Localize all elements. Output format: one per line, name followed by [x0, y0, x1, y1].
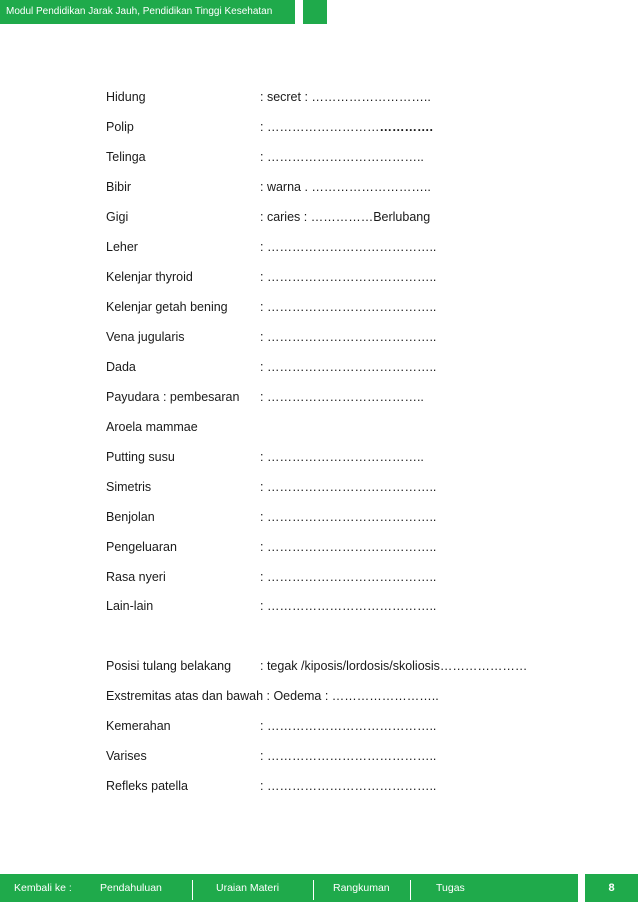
- form-value: : ………………………………….: [260, 120, 433, 134]
- page-number: 8: [608, 882, 615, 894]
- form-label: Aroela mammae: [106, 420, 198, 434]
- form-value: : ………………………………..: [260, 450, 424, 464]
- form-label: Gigi: [106, 210, 129, 224]
- form-label: Rasa nyeri: [106, 570, 166, 584]
- form-label: Kelenjar thyroid: [106, 270, 193, 284]
- form-label: Exstremitas atas dan bawah : Oedema : ……………………..: [106, 689, 439, 703]
- form-value: : ………………………………..: [260, 390, 424, 404]
- form-value: : …………………………………..: [260, 480, 437, 494]
- form-label: Putting susu: [106, 450, 175, 464]
- form-label: Dada: [106, 360, 136, 374]
- footer-link-pendahuluan[interactable]: Pendahuluan: [100, 882, 162, 894]
- form-label: Vena jugularis: [106, 330, 185, 344]
- form-value-bold: ………….: [379, 120, 433, 134]
- form-value: : …………………………………..: [260, 240, 437, 254]
- footer-separator: [192, 880, 193, 900]
- form-value: : …………………………………..: [260, 599, 437, 613]
- form-label: Leher: [106, 240, 138, 254]
- header-tab-block: [303, 0, 327, 24]
- form-label: Payudara : pembesaran: [106, 390, 240, 404]
- form-value: : …………………………………..: [260, 540, 437, 554]
- form-label: Simetris: [106, 480, 152, 494]
- footer-link-rangkuman[interactable]: Rangkuman: [333, 882, 390, 894]
- form-value: : secret : ………………………..: [260, 90, 431, 104]
- form-value: : …………………………………..: [260, 270, 437, 284]
- form-label: Varises: [106, 749, 147, 763]
- header-title-bar: [0, 0, 295, 24]
- form-label: Posisi tulang belakang: [106, 659, 232, 673]
- page-number-box: [585, 874, 638, 902]
- form-label: Lain-lain: [106, 599, 154, 613]
- form-label: Kelenjar getah bening: [106, 300, 228, 314]
- footer-separator: [313, 880, 314, 900]
- form-label: Kemerahan: [106, 719, 171, 733]
- form-label: Telinga: [106, 150, 146, 164]
- footer-link-uraian-materi[interactable]: Uraian Materi: [216, 882, 280, 894]
- form-label: Benjolan: [106, 510, 155, 524]
- form-label: Hidung: [106, 90, 146, 104]
- form-label: Polip: [106, 120, 134, 134]
- form-value: : warna . ………………………..: [260, 180, 431, 194]
- form-value: : …………………………………..: [260, 779, 437, 793]
- footer-separator: [410, 880, 411, 900]
- form-value: : …………………………………..: [260, 330, 437, 344]
- form-label: Pengeluaran: [106, 540, 177, 554]
- form-value: : ………………………………..: [260, 150, 424, 164]
- form-value: : …………………………………..: [260, 719, 437, 733]
- header-title: Modul Pendidikan Jarak Jauh, Pendidikan Tinggi Kesehatan: [6, 6, 273, 17]
- form-label: Bibir: [106, 180, 132, 194]
- form-value: : …………………………………..: [260, 360, 437, 374]
- form-value: : …………………………………..: [260, 300, 437, 314]
- form-value: : …………………………………..: [260, 749, 437, 763]
- form-value: : caries : ……………Berlubang: [260, 210, 431, 224]
- form-value: : …………………………………..: [260, 510, 437, 524]
- footer-back-label: Kembali ke :: [14, 882, 72, 894]
- form-value: : tegak /kiposis/lordosis/skoliosis…………………: [260, 659, 528, 673]
- form-value: : …………………………………..: [260, 570, 437, 584]
- form-label: Refleks patella: [106, 779, 188, 793]
- footer-nav-bar: [0, 874, 578, 902]
- footer-link-tugas[interactable]: Tugas: [436, 882, 465, 894]
